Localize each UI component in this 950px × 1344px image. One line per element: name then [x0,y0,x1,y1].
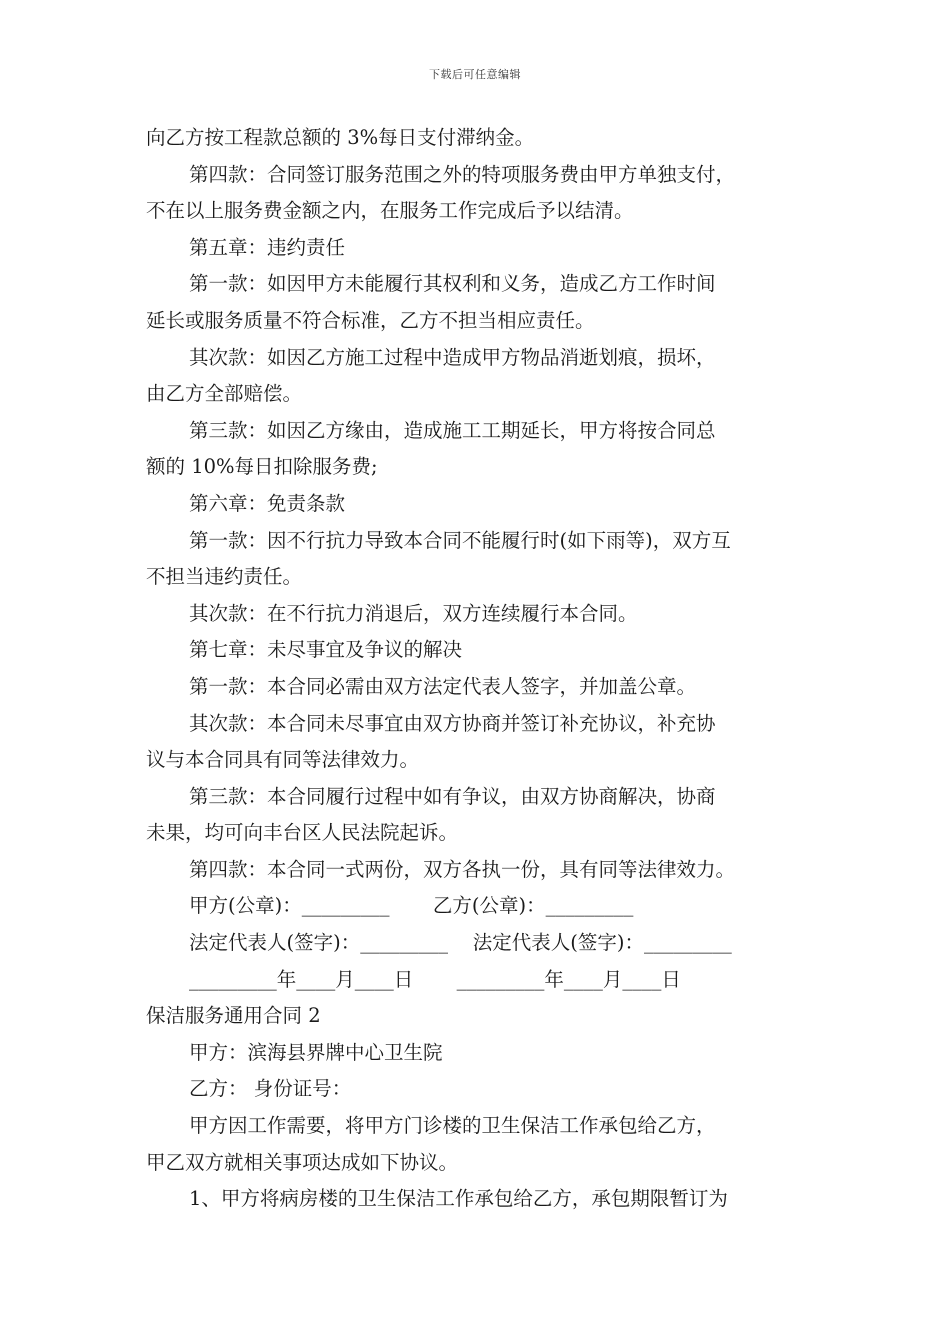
page-header: 下载后可任意编辑 [429,68,521,81]
paragraph [146,1035,811,1072]
paragraph [146,523,811,596]
party-a-seal: 甲方(公章)：_________ [189,894,390,918]
paragraph [146,340,811,413]
paragraph-line: 其次款：如因乙方施工过程中造成甲方物品消逝划痕，损坏， [189,345,716,369]
paragraph-line: 甲乙双方就相关事项达成如下协议。 [146,1150,459,1174]
paragraph-line: 不担当违约责任。 [146,565,303,589]
paragraph-line: 乙方： 身份证号： [189,1077,352,1101]
date-line [146,962,811,999]
paragraph [146,413,811,486]
paragraph [146,1108,811,1181]
paragraph-line: 第三款：如因乙方缘由，造成施工工期延长，甲方将按合同总 [189,418,716,442]
paragraph-line: 甲方：滨海县界牌中心卫生院 [189,1040,443,1064]
paragraph-line: 其次款：本合同未尽事宜由双方协商并签订补充协议，补充协 [189,711,716,735]
paragraph [146,1071,811,1108]
paragraph-line: 第一款：如因甲方未能履行其权利和义务，造成乙方工作时间 [189,272,716,296]
paragraph [146,486,811,523]
party-b-representative: 法定代表人(签字)：_________ [472,931,732,955]
paragraph-line: 第四款：合同签订服务范围之外的特项服务费由甲方单独支付， [189,162,736,186]
party-b-seal: 乙方(公章)：_________ [432,894,634,918]
paragraph-line: 第七章：未尽事宜及争议的解决 [189,638,463,662]
seal-line [146,888,811,925]
paragraph-line: 甲方因工作需要，将甲方门诊楼的卫生保洁工作承包给乙方， [189,1114,716,1138]
paragraph-line: 未果，均可向丰台区人民法院起诉。 [146,821,459,845]
contract-clauses [146,120,811,888]
second-contract-title: 保洁服务通用合同 2 [146,1004,321,1028]
party-a-representative: 法定代表人(签字)：_________ [189,931,448,955]
paragraph [146,669,811,706]
paragraph [146,852,811,889]
paragraph [146,1181,811,1218]
paragraph [146,632,811,669]
paragraph [146,266,811,339]
paragraph [146,157,811,230]
paragraph-line: 第四款：本合同一式两份，双方各执一份，具有同等法律效力。 [189,857,736,881]
paragraph-line: 第六章：免责条款 [189,491,346,515]
paragraph [146,706,811,779]
paragraph-line: 第五章：违约责任 [189,235,346,259]
document-body [146,120,811,1218]
paragraph-line: 额的 10%每日扣除服务费; [146,455,378,479]
paragraph [146,120,811,157]
paragraph-line: 1、甲方将病房楼的卫生保洁工作承包给乙方，承包期限暂订为 [189,1187,728,1211]
paragraph [146,596,811,633]
second-contract-clauses [146,1035,811,1218]
party-a-date: _________年____月____日 [189,967,414,991]
paragraph-line: 向乙方按工程款总额的 3%每日支付滞纳金。 [146,126,535,149]
paragraph [146,779,811,852]
paragraph-line: 其次款：在不行抗力消退后，双方连续履行本合同。 [189,601,638,625]
paragraph-line: 延长或服务质量不符合标准，乙方不担当相应责任。 [146,308,595,332]
party-b-date: _________年____月____日 [456,967,681,991]
paragraph-line: 议与本合同具有同等法律效力。 [146,748,420,772]
paragraph-line: 第三款：本合同履行过程中如有争议，由双方协商解决，协商 [189,784,716,808]
paragraph-line: 不在以上服务费金额之内，在服务工作完成后予以结清。 [146,199,634,223]
paragraph-line: 第一款：本合同必需由双方法定代表人签字，并加盖公章。 [189,674,697,698]
paragraph-line: 由乙方全部赔偿。 [146,382,303,406]
paragraph [146,230,811,267]
paragraph-line: 第一款：因不行抗力导致本合同不能履行时(如下雨等)，双方互 [189,528,731,552]
representative-line [146,925,811,962]
signature-block [146,888,811,998]
